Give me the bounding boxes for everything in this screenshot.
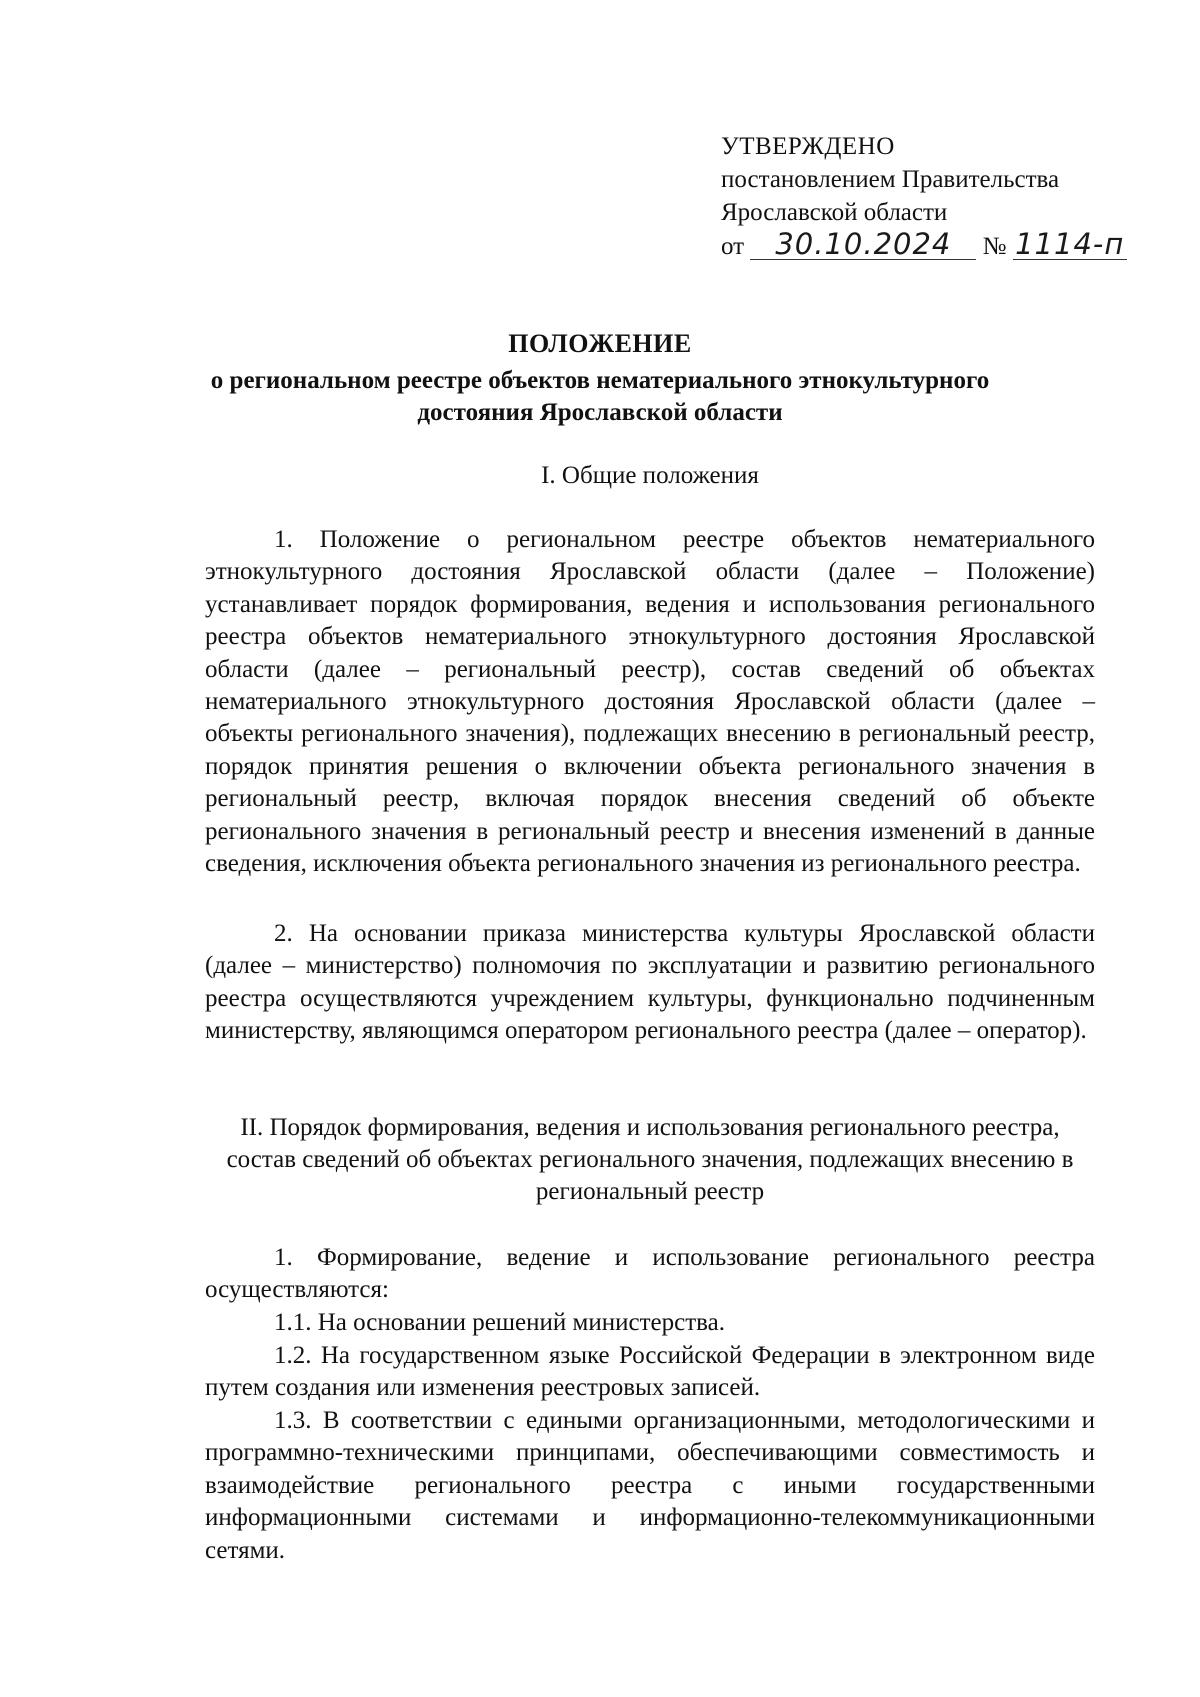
- approval-date-line: [721, 229, 1127, 263]
- section-1-heading: I. Общие положения: [541, 462, 759, 489]
- section-2-paragraph-1-3: 1.3. В соответствии с едиными организационными, методологическими и программно-техническими принципами, обеспечивающими совместимость и взаимодействие регионального реестра с иными государственными информационными системами и информационно-телекоммуникационными сетями.: [205, 1407, 1095, 1564]
- document-title: ПОЛОЖЕНИЕ: [508, 329, 692, 358]
- approval-from-label: от: [721, 233, 745, 260]
- approval-number-label: №: [982, 233, 1007, 260]
- approval-number: 1114-п: [1013, 229, 1127, 260]
- section-1-paragraph-1: 1. Положение о региональном реестре объектов нематериального этнокультурного достояния Ярославской области (далее – Положение) устанавливает порядок формирования, ведения и использования регионального реестра объектов нематериального этнокультурного достояния Ярославской области (далее – региональный реестр), состав сведений об объектах нематериального этнокультурного достояния Ярославской области (далее – объекты регионального значения), подлежащих внесению в региональный реестр, порядок принятия решения о включении объекта регионального значения в региональный реестр, включая порядок внесения сведений об объекте регионального значения в региональный реестр и внесения изменений в данные сведения, исключения объекта регионального значения из регионального реестра.: [205, 526, 1095, 878]
- section-2-paragraph-1: 1. Формирование, ведение и использование регионального реестра осуществляются:: [205, 1244, 1095, 1304]
- approval-date: 30.10.2024: [750, 229, 976, 260]
- approval-line-1: постановлением Правительства: [721, 166, 1060, 193]
- approval-heading: УТВЕРЖДЕНО: [721, 133, 895, 160]
- section-2-paragraph-1-2: 1.2. На государственном языке Российской Федерации в электронном виде путем создания или изменения реестровых записей.: [205, 1342, 1095, 1402]
- approval-line-2: Ярославской области: [721, 199, 948, 226]
- document-subtitle: о региональном реестре объектов нематериального этнокультурного достояния Ярославской области: [210, 367, 990, 426]
- section-1-paragraph-2: 2. На основании приказа министерства культуры Ярославской области (далее – министерство) полномочия по эксплуатации и развитию регионального реестра осуществляются учреждением культуры, функционально подчиненным министерству, являющимся оператором регионального реестра (далее – оператор).: [205, 920, 1095, 1045]
- section-2-heading: II. Порядок формирования, ведения и использования регионального реестра, состав сведений об объектах регионального значения, подлежащих внесению в региональный реестр: [226, 1114, 1074, 1205]
- section-2-paragraph-1-1: 1.1. На основании решений министерства.: [274, 1309, 725, 1336]
- approval-block: [721, 130, 1127, 263]
